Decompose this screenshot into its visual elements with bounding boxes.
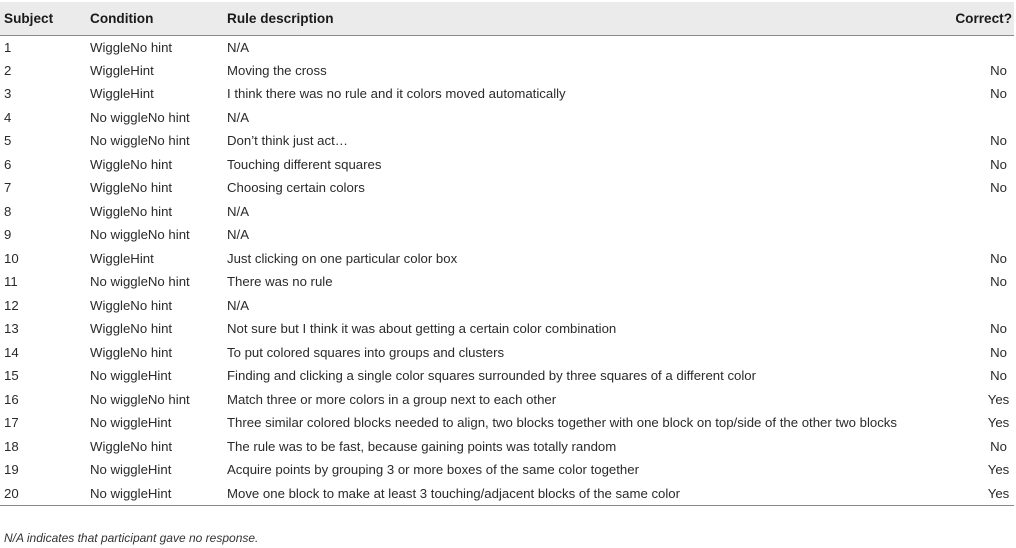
cell-correct: No: [990, 438, 1007, 454]
cell-rule-description: To put colored squares into groups and clusters: [227, 344, 505, 360]
cell-subject: 15: [4, 368, 19, 384]
cell-rule-description: N/A: [227, 227, 249, 243]
table-row: [0, 35, 1014, 59]
cell-subject: 12: [4, 297, 19, 313]
table-row: [0, 176, 1014, 200]
cell-subject: 4: [4, 109, 12, 125]
table-row: [0, 200, 1014, 224]
cell-subject: 11: [4, 274, 18, 290]
cell-rule-description: Move one block to make at least 3 touching/adjacent blocks of the same color: [223, 482, 943, 506]
table-row: [0, 364, 1014, 388]
results-table-container: [0, 2, 1016, 506]
table-row: [0, 59, 1014, 83]
header-correct: Correct?: [943, 2, 1014, 35]
cell-correct: Yes: [943, 482, 1014, 506]
table-row: [0, 153, 1014, 177]
cell-correct: [943, 106, 1014, 130]
cell-correct: No: [990, 156, 1007, 172]
table-row: [0, 458, 1014, 482]
header-subject: Subject: [0, 2, 86, 35]
cell-subject: 19: [4, 462, 19, 478]
cell-correct: No: [990, 344, 1007, 360]
cell-subject: 20: [0, 482, 86, 506]
cell-correct: [943, 35, 1014, 59]
cell-rule-description: Choosing certain colors: [227, 180, 365, 196]
cell-correct: [943, 294, 1014, 318]
cell-condition: WiggleHint: [90, 250, 154, 266]
cell-condition: No wiggleNo hint: [90, 274, 190, 290]
table-row: [0, 129, 1014, 153]
cell-correct: [943, 200, 1014, 224]
cell-rule-description: Just clicking on one particular color box: [227, 250, 458, 266]
table-row: [0, 270, 1014, 294]
table-row: [0, 482, 1014, 506]
cell-correct: No: [990, 62, 1007, 78]
cell-condition: WiggleHint: [90, 62, 154, 78]
table-row: [0, 106, 1014, 130]
cell-correct: Yes: [987, 391, 1010, 407]
cell-condition: WiggleNo hint: [90, 438, 173, 454]
table-row: [0, 435, 1014, 459]
cell-rule-description: Touching different squares: [227, 156, 382, 172]
cell-correct: No: [990, 321, 1007, 337]
cell-condition: WiggleNo hint: [90, 39, 173, 55]
cell-condition: No wiggleHint: [90, 368, 172, 384]
cell-condition: WiggleNo hint: [90, 156, 173, 172]
cell-condition: WiggleNo hint: [90, 297, 173, 313]
cell-subject: 1: [4, 39, 12, 55]
cell-subject: 18: [4, 438, 19, 454]
cell-subject: 17: [4, 415, 19, 431]
cell-correct: No: [990, 133, 1007, 149]
cell-subject: 3: [4, 86, 12, 102]
table-row: [0, 388, 1014, 412]
table-row: [0, 294, 1014, 318]
cell-correct: No: [990, 180, 1007, 196]
cell-rule-description: Moving the cross: [227, 62, 327, 78]
cell-rule-description: N/A: [227, 109, 249, 125]
table-row: [0, 341, 1014, 365]
cell-rule-description: N/A: [227, 203, 249, 219]
cell-correct: No: [990, 86, 1007, 102]
cell-condition: No wiggleHint: [90, 462, 172, 478]
cell-condition: No wiggleNo hint: [90, 109, 190, 125]
table-row: [0, 247, 1014, 271]
cell-condition: WiggleNo hint: [90, 344, 173, 360]
cell-subject: 8: [4, 203, 12, 219]
cell-subject: 7: [4, 180, 12, 196]
cell-rule-description: N/A: [227, 297, 249, 313]
cell-rule-description: Three similar colored blocks needed to align, two blocks together with one block on top/side of the other two blocks: [227, 415, 897, 431]
cell-rule-description: Acquire points by grouping 3 or more boxes of the same color together: [227, 462, 639, 478]
cell-condition: No wiggleHint: [90, 415, 172, 431]
table-row: [0, 317, 1014, 341]
cell-subject: 16: [4, 391, 19, 407]
header-condition: Condition: [86, 2, 223, 35]
cell-rule-description: Match three or more colors in a group next to each other: [227, 391, 557, 407]
cell-subject: 6: [4, 156, 12, 172]
cell-rule-description: Finding and clicking a single color squares surrounded by three squares of a different color: [227, 368, 757, 384]
cell-rule-description: There was no rule: [227, 274, 333, 290]
cell-correct: [943, 223, 1014, 247]
cell-condition: No wiggleNo hint: [90, 227, 190, 243]
cell-correct: No: [990, 274, 1007, 290]
cell-condition: WiggleNo hint: [90, 203, 173, 219]
cell-correct: Yes: [987, 462, 1010, 478]
cell-rule-description: The rule was to be fast, because gaining points was totally random: [227, 438, 617, 454]
table-row: [0, 223, 1014, 247]
cell-subject: 9: [4, 227, 12, 243]
results-table: [0, 2, 1014, 506]
cell-correct: No: [990, 368, 1007, 384]
cell-rule-description: I think there was no rule and it colors moved automatically: [227, 86, 566, 102]
cell-subject: 2: [4, 62, 12, 78]
cell-condition: WiggleHint: [90, 86, 154, 102]
cell-condition: WiggleNo hint: [90, 180, 173, 196]
cell-rule-description: N/A: [227, 39, 249, 55]
table-body: [0, 35, 1014, 505]
cell-condition: No wiggleNo hint: [90, 133, 190, 149]
header-rule-description: Rule description: [223, 2, 943, 35]
cell-rule-description: Not sure but I think it was about getting a certain color combination: [227, 321, 617, 337]
cell-correct: Yes: [987, 415, 1010, 431]
table-header-row: [0, 2, 1014, 35]
cell-condition: No wiggleNo hint: [90, 391, 190, 407]
cell-condition: No wiggleHint: [86, 482, 223, 506]
cell-condition: WiggleNo hint: [90, 321, 173, 337]
cell-subject: 13: [4, 321, 19, 337]
table-row: [0, 411, 1014, 435]
table-row: [0, 82, 1014, 106]
table-footnote: N/A indicates that participant gave no response.: [4, 531, 259, 545]
cell-subject: 5: [4, 133, 12, 149]
cell-correct: No: [990, 250, 1007, 266]
cell-subject: 14: [4, 344, 19, 360]
cell-rule-description: Don’t think just act…: [227, 133, 348, 149]
cell-subject: 10: [4, 250, 19, 266]
